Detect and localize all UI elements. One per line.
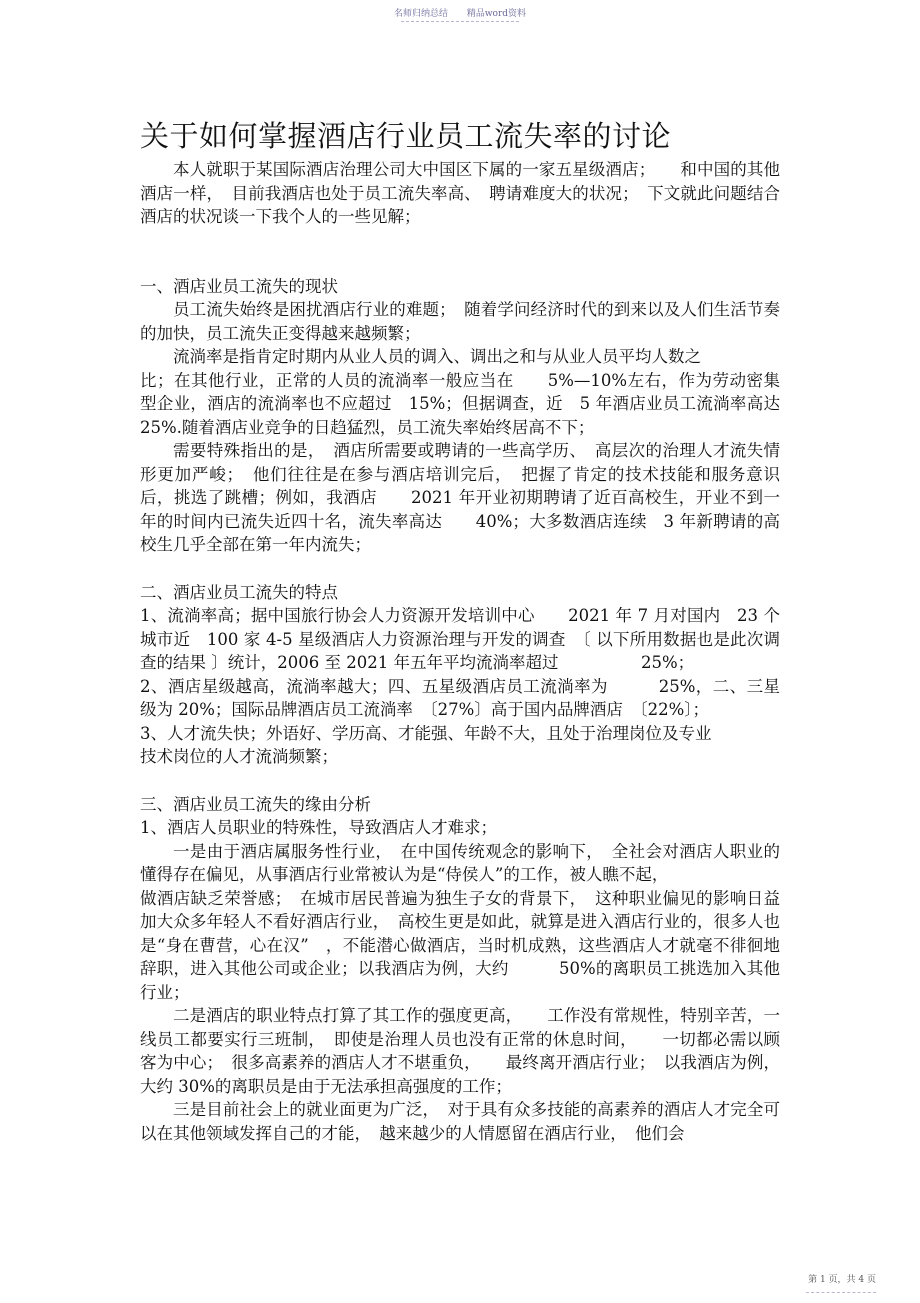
section-1-paragraph: 比；在其他行业，正常的人员的流淌率一般应当在 5%—10%左右，作为劳动密集型企业，酒店的流淌率也不应超过 15%；但据调查，近 5 年酒店业员工流淌率高达 25%.随着酒店业竞争的日趋猛烈，员工流失率始终居高不下；	[140, 370, 780, 437]
section-2-item: 3、人才流失快；外语好、学历高、才能强、年龄不大，且处于治理岗位及专业	[140, 723, 712, 743]
footer-divider	[806, 1292, 876, 1293]
intro-paragraph: 本人就职于某国际酒店治理公司大中国区下属的一家五星级酒店； 和中国的其他酒店一样， 目前我酒店也处于员工流失率高、 聘请难度大的状况； 下文就此问题结合酒店的状况谈一下我个人的一些见解；	[140, 160, 780, 226]
section-3-paragraph: 二是酒店的职业特点打算了其工作的强度更高， 工作没有常规性，特别辛苦，一线员工都要实行三班制， 即使是治理人员也没有正常的休息时间， 一切都必需以顾客为中心； 很多高素养的酒店人才不堪重负， 最终离开酒店行业； 以我酒店为例，大约 30%的离职员是由于无法承担高强度的工作；	[140, 1006, 780, 1096]
section-2-item: 技术岗位的人才流淌频繁；	[140, 747, 338, 766]
spacer	[140, 769, 780, 793]
section-1-paragraph: 需要特殊指出的是， 酒店所需要或聘请的一些高学历、 高层次的治理人才流失情形更加严峻； 他们往往是在参与酒店培训完后， 把握了肯定的技术技能和服务意识后，挑选了跳槽；例如，我酒店 2021 年开业初期聘请了近百高校生，开业不到一年的时间内已流失近四十名，流失率高达 40%；大多数酒店连续 3 年新聘请的高校生几乎全部在第一年内流失；	[140, 441, 780, 554]
document-title: 关于如何掌握酒店行业员工流失率的讨论	[140, 119, 672, 153]
section-2-heading: 二、酒店业员工流失的特点	[140, 582, 338, 602]
section-2-item: 2、酒店星级越高，流淌率越大；四、五星级酒店员工流淌率为 25%，二、三星级为 20%；国际品牌酒店员工流淌率 〔27%〕高于国内品牌酒店 〔22%〕；	[140, 676, 780, 719]
section-2-item: 1、流淌率高；据中国旅行协会人力资源开发培训中心 2021 年 7 月对国内 23 个城市近 100 家 4-5 星级酒店人力资源治理与开发的调查 〔 以下所用数据也是此次调查的结果 〕统计，2006 至 2021 年五年平均流淌率超过 25%；	[140, 606, 780, 672]
header-divider	[401, 21, 519, 22]
header-right-text: 精品word资料	[466, 9, 527, 19]
section-1-paragraph: 员工流失始终是困扰酒店行业的难题； 随着学问经济时代的到来以及人们生活节奏的加快，员工流失正变得越来越频繁；	[140, 300, 780, 343]
section-1-heading: 一、酒店业员工流失的现状	[140, 276, 338, 296]
section-3-paragraph: 做酒店缺乏荣誉感； 在城市居民普遍为独生子女的背景下， 这种职业偏见的影响日益加大众多年轻人不看好酒店行业， 高校生更是如此，就算是进入酒店行业的，很多人也是“身在曹营，心在汉” ，不能潜心做酒店，当时机成熟，这些酒店人才就毫不徘徊地辞职，进入其他公司或企业；以我酒店为例，大约 50%的离职员工挑选加入其他行业；	[140, 888, 780, 1002]
header-left-text: 名师归纳总结	[393, 9, 448, 19]
document-body	[140, 114, 780, 1145]
section-3-heading: 三、酒店业员工流失的缘由分析	[140, 794, 371, 814]
page-header	[0, 6, 920, 19]
section-3-subheading: 1、酒店人员职业的特殊性，导致酒店人才难求；	[140, 818, 497, 837]
section-3-paragraph: 三是目前社会上的就业面更为广泛， 对于具有众多技能的高素养的酒店人才完全可以在其他领域发挥自己的才能， 越来越少的人情愿留在酒店行业， 他们会	[140, 1100, 780, 1143]
spacer	[140, 229, 780, 275]
page-number: 第 1 页，共 4 页	[808, 1275, 876, 1285]
section-1-paragraph: 流淌率是指肯定时期内从业人员的调入、调出之和与从业人员平均人数之	[173, 347, 701, 366]
spacer	[140, 557, 780, 581]
section-3-paragraph: 一是由于酒店属服务性行业， 在中国传统观念的影响下， 全社会对酒店人职业的懂得存在偏见，从事酒店行业常被认为是“侍侯人”的工作，被人瞧不起，	[140, 841, 780, 884]
